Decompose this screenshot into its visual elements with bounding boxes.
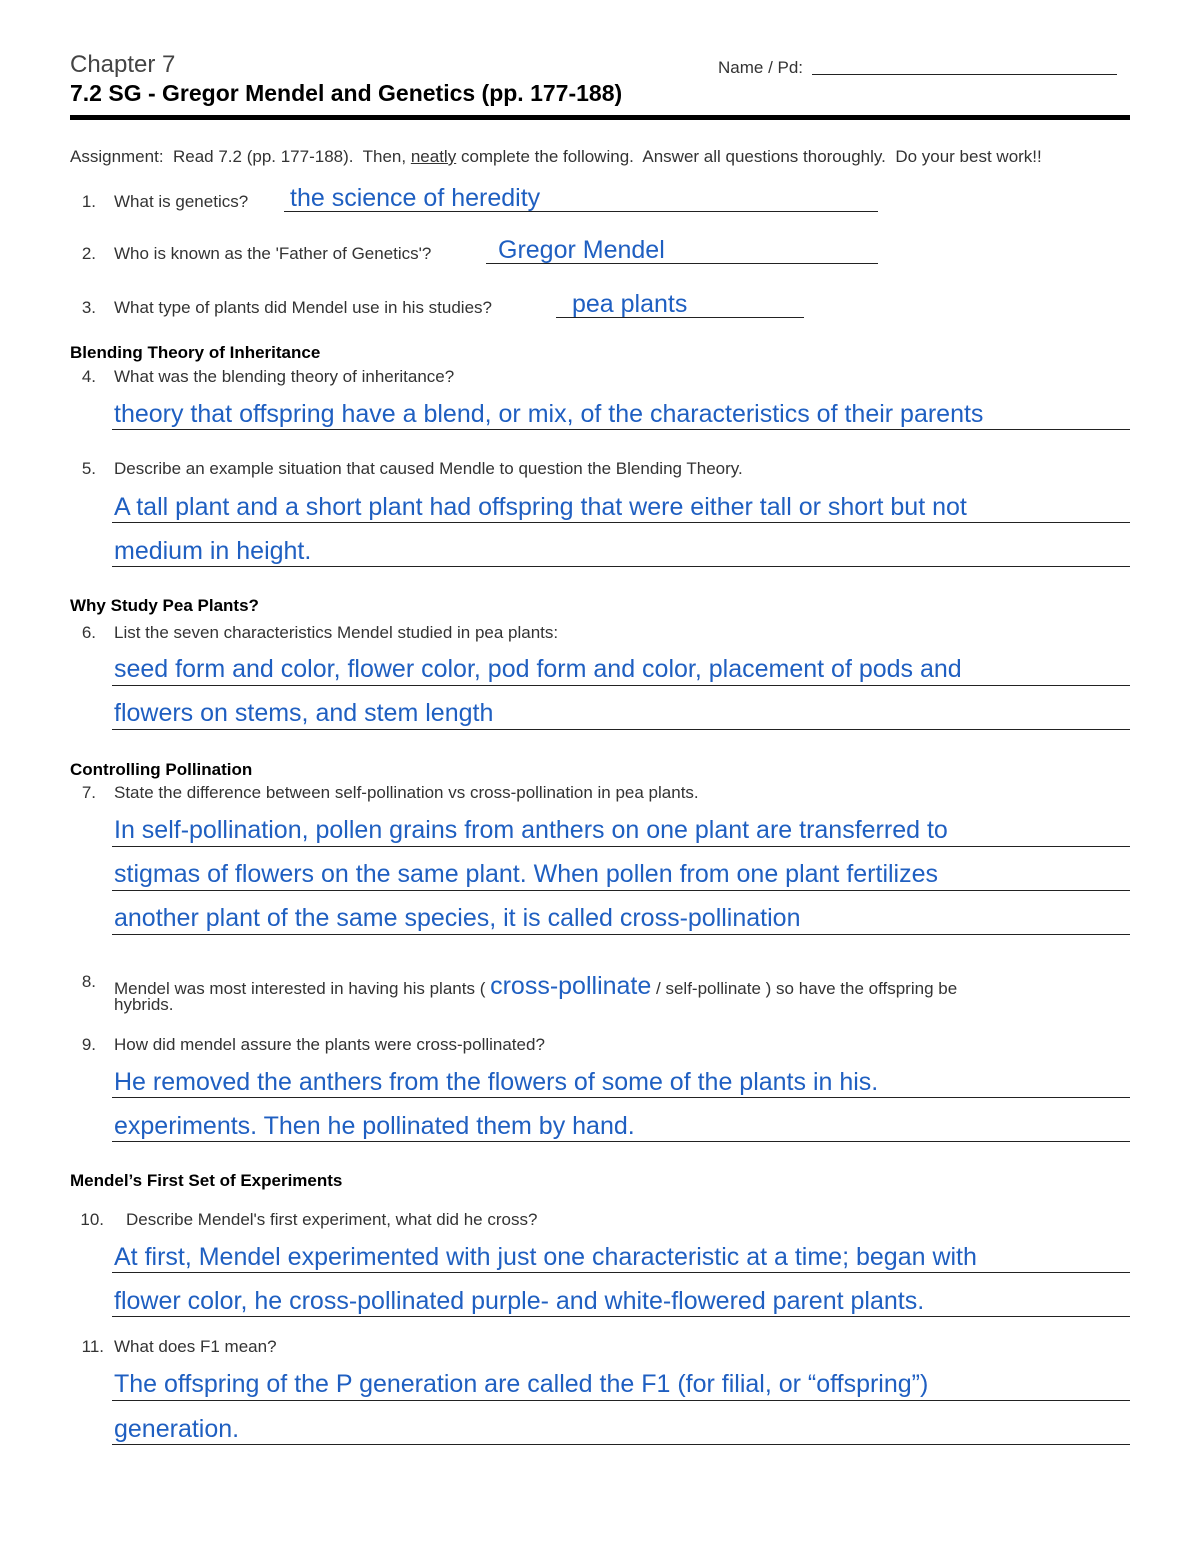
answer-line xyxy=(112,1444,1130,1445)
question-number: 7. xyxy=(81,783,96,802)
chapter-label: Chapter 7 xyxy=(70,51,176,78)
question-text-line-1 xyxy=(114,972,957,1001)
answer-line xyxy=(112,1141,1130,1142)
question-text: What does F1 mean? xyxy=(114,1337,277,1356)
question-number: 6. xyxy=(81,623,96,642)
question-text: List the seven characteristics Mendel studied in pea plants: xyxy=(114,623,559,642)
question-number: 4. xyxy=(81,367,96,386)
answer-text[interactable]: theory that offspring have a blend, or mix, of the characteristics of their parents xyxy=(114,400,984,428)
answer-text[interactable]: flowers on stems, and stem length xyxy=(114,699,494,727)
answer-text[interactable]: flower color, he cross-pollinated purple- and white-flowered parent plants. xyxy=(114,1287,925,1315)
section-heading-blending: Blending Theory of Inheritance xyxy=(70,343,321,362)
answer-line xyxy=(284,211,878,212)
question-number: 2. xyxy=(81,244,96,263)
answer-line xyxy=(112,685,1130,686)
answer-inline[interactable]: cross-pollinate xyxy=(490,972,652,1000)
answer-text[interactable]: medium in height. xyxy=(114,537,312,565)
question-number: 9. xyxy=(81,1035,96,1054)
answer-text[interactable]: the science of heredity xyxy=(290,184,541,212)
section-heading-pollination: Controlling Pollination xyxy=(70,760,253,779)
answer-line xyxy=(112,566,1130,567)
question-number: 8. xyxy=(81,972,96,991)
question-text: Who is known as the 'Father of Genetics'? xyxy=(114,244,432,263)
section-heading-why-pea-plants: Why Study Pea Plants? xyxy=(70,596,259,615)
answer-line xyxy=(112,1316,1130,1317)
question-number: 10. xyxy=(80,1210,104,1229)
question-text: What was the blending theory of inheritance? xyxy=(114,367,455,386)
answer-line xyxy=(112,934,1130,935)
answer-text[interactable]: Gregor Mendel xyxy=(498,236,665,264)
question-text-line-2: hybrids. xyxy=(114,995,174,1014)
answer-line xyxy=(112,429,1130,430)
page-title: 7.2 SG - Gregor Mendel and Genetics (pp. 177-188) xyxy=(70,80,623,106)
answer-line xyxy=(486,263,878,264)
question-number: 11. xyxy=(81,1337,104,1356)
answer-line xyxy=(556,317,804,318)
answer-text[interactable]: generation. xyxy=(114,1415,240,1443)
answer-text[interactable]: At first, Mendel experimented with just one characteristic at a time; began with xyxy=(114,1243,977,1271)
question-text: What type of plants did Mendel use in his studies? xyxy=(114,298,492,317)
assignment-prefix: Assignment: Read 7.2 (pp. 177-188). Then, xyxy=(70,147,411,166)
question-text: How did mendel assure the plants were cross-pollinated? xyxy=(114,1035,545,1054)
question-text: What is genetics? xyxy=(114,192,249,211)
answer-line xyxy=(112,890,1130,891)
section-heading-first-experiments: Mendel’s First Set of Experiments xyxy=(70,1171,343,1190)
answer-text[interactable]: A tall plant and a short plant had offspring that were either tall or short but not xyxy=(114,493,967,521)
assignment-instructions xyxy=(70,147,1042,167)
question-number: 3. xyxy=(81,298,96,317)
answer-line xyxy=(112,1400,1130,1401)
name-pd-field[interactable] xyxy=(812,74,1117,75)
answer-text[interactable]: seed form and color, flower color, pod form and color, placement of pods and xyxy=(114,655,962,683)
answer-text[interactable]: In self-pollination, pollen grains from anthers on one plant are transferred to xyxy=(114,816,948,844)
answer-text[interactable]: stigmas of flowers on the same plant. When pollen from one plant fertilizes xyxy=(114,860,939,888)
answer-line xyxy=(112,1272,1130,1273)
answer-text[interactable]: pea plants xyxy=(572,290,688,318)
answer-text[interactable]: experiments. Then he pollinated them by hand. xyxy=(114,1112,635,1140)
answer-text[interactable]: He removed the anthers from the flowers of some of the plants in his. xyxy=(114,1068,879,1096)
question-text: Describe Mendel's first experiment, what did he cross? xyxy=(126,1210,538,1229)
question-text: State the difference between self-pollination vs cross-pollination in pea plants. xyxy=(114,783,699,802)
assignment-suffix: complete the following. Answer all questions thoroughly. Do your best work!! xyxy=(456,147,1042,166)
name-pd-label: Name / Pd: xyxy=(718,58,804,77)
answer-text[interactable]: The offspring of the P generation are called the F1 (for filial, or “offspring”) xyxy=(114,1370,929,1398)
answer-line xyxy=(112,522,1130,523)
question-number: 5. xyxy=(81,459,96,478)
answer-line xyxy=(112,1097,1130,1098)
answer-line xyxy=(112,729,1130,730)
header-divider xyxy=(70,115,1130,120)
answer-line xyxy=(112,846,1130,847)
question-number: 1. xyxy=(81,192,96,211)
answer-text[interactable]: another plant of the same species, it is called cross-pollination xyxy=(114,904,801,932)
assignment-emphasis: neatly xyxy=(410,147,457,166)
question-text: Describe an example situation that caused Mendle to question the Blending Theory. xyxy=(114,459,743,478)
question-text-after: / self-pollinate ) so have the offspring be xyxy=(656,979,958,998)
question-text-before: Mendel was most interested in having his plants ( xyxy=(114,979,486,998)
